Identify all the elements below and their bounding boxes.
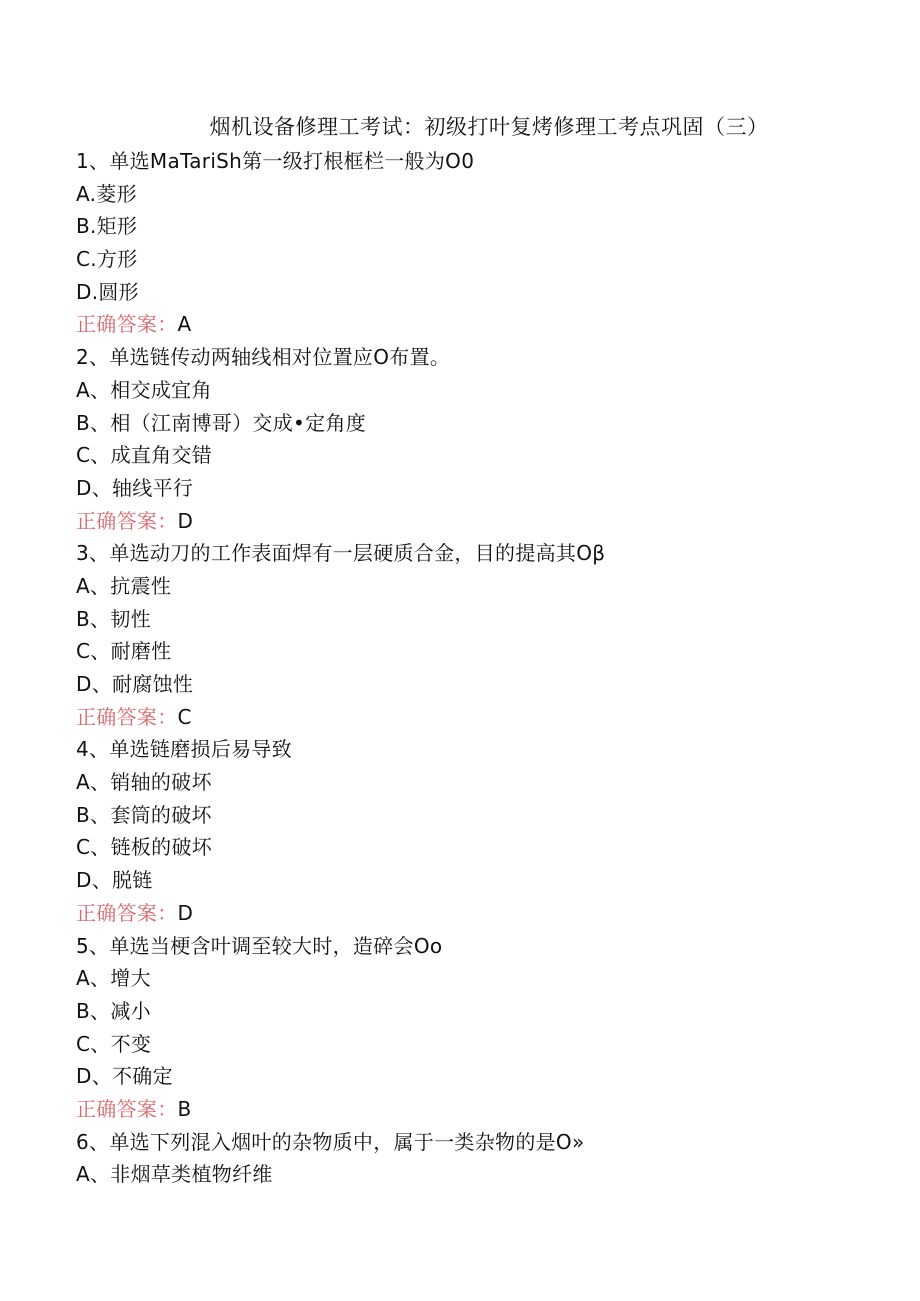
- answer-value: D: [177, 508, 194, 533]
- question-option: A、销轴的破坏: [76, 770, 212, 795]
- correct-answer: [76, 505, 876, 538]
- question-option: A、相交成宜角: [76, 377, 212, 402]
- question-option: D、轴线平行: [76, 475, 194, 500]
- answer-label: 正确答案：: [76, 312, 178, 337]
- answer-label: 正确答案：: [76, 704, 178, 729]
- document-title: 烟机设备修理工考试：初级打叶复烤修理工考点巩固（三）: [209, 115, 769, 139]
- question-stem: 4、单选链磨损后易导致: [76, 737, 293, 762]
- question-option: B、套筒的破坏: [76, 802, 212, 827]
- question-option: A、抗震性: [76, 573, 172, 598]
- question-stem: 6、单选下列混入烟叶的杂物质中，属于一类杂物的是O»: [76, 1129, 585, 1154]
- question-option: C、链板的破坏: [76, 835, 213, 860]
- question-option: D、耐腐蚀性: [76, 672, 194, 696]
- correct-answer: [76, 308, 876, 341]
- question-option: A、增大: [76, 966, 151, 991]
- question-option: A.菱形: [76, 181, 137, 206]
- question-option: B、相（江南博哥）交成•定角度: [76, 410, 367, 435]
- answer-value: C: [177, 704, 192, 729]
- correct-answer: [76, 1093, 876, 1126]
- question-option: B.矩形: [76, 214, 138, 239]
- answer-label: 正确答案：: [76, 508, 178, 533]
- question-option: C.方形: [76, 247, 138, 272]
- question-option: D.圆形: [76, 279, 139, 304]
- question-option: C、耐磨性: [76, 639, 172, 664]
- question-option: B、减小: [76, 998, 151, 1023]
- question-stem: 3、单选动刀的工作表面焊有一层硬质合金，目的提高其Oβ: [76, 541, 606, 566]
- question-option: C、不变: [76, 1031, 152, 1056]
- answer-value: D: [177, 900, 194, 925]
- question-option: C、成直角交错: [76, 443, 213, 468]
- question-option: A、非烟草类植物纤维: [76, 1162, 273, 1187]
- correct-answer: [76, 897, 876, 930]
- question-stem: 2、单选链传动两轴线相对位置应O布置。: [76, 345, 451, 370]
- answer-value: A: [177, 312, 192, 337]
- question-option: D、不确定: [76, 1064, 173, 1089]
- answer-value: B: [177, 1096, 192, 1121]
- question-list: [76, 145, 876, 1191]
- answer-label: 正确答案：: [76, 1096, 178, 1121]
- question-option: D、脱链: [76, 868, 153, 893]
- correct-answer: [76, 701, 876, 734]
- answer-label: 正确答案：: [76, 900, 178, 925]
- question-option: B、韧性: [76, 606, 151, 631]
- question-stem: 5、单选当梗含叶调至较大时，造碎会Oo: [76, 933, 443, 958]
- question-stem: 1、单选MaTariSh第一级打根框栏一般为O0: [76, 149, 475, 173]
